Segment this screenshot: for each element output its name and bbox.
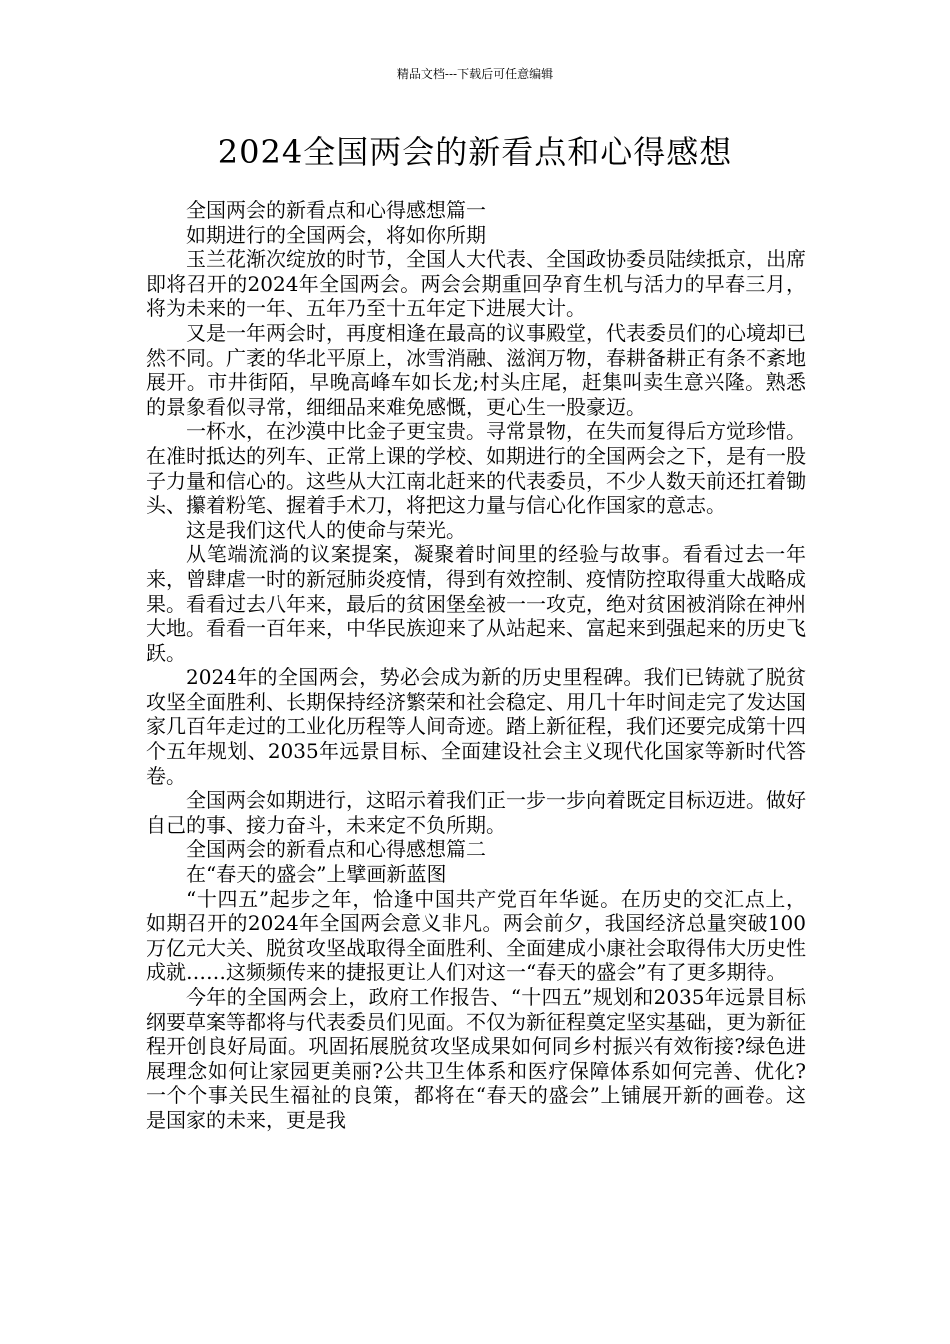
paragraph: 全国两会如期进行，这昭示着我们正一步一步向着既定目标迈进。做好自己的事、接力奋斗，未来定不负所期。: [146, 788, 806, 837]
paragraph: 一杯水，在沙漠中比金子更宝贵。寻常景物，在失而复得后方觉珍惜。在准时抵达的列车、正常上课的学校、如期进行的全国两会之下，是有一股子力量和信心的。这些从大江南北赶来的代表委员，不少人数天前还扛着锄头、攥着粉笔、握着手术刀，将把这力量与信心化作国家的意志。: [146, 419, 806, 518]
document-title: 2024全国两会的新看点和心得感想: [217, 133, 733, 171]
paragraph: 从笔端流淌的议案提案，凝聚着时间里的经验与故事。看看过去一年来，曾肆虐一时的新冠肺炎疫情，得到有效控制、疫情防控取得重大战略成果。看看过去八年来，最后的贫困堡垒被一一攻克，绝对贫困被消除在神州大地。看看一百年来，中华民族迎来了从站起来、富起来到强起来的历史飞跃。: [146, 542, 806, 665]
paragraph: 今年的全国两会上，政府工作报告、“十四五”规划和2035年远景目标纲要草案等都将与代表委员们见面。不仅为新征程奠定坚实基础，更为新征程开创良好局面。巩固拓展脱贫攻坚成果如何同乡村振兴有效衔接?绿色进展理念如何让家园更美丽?公共卫生体系和医疗保障体系如何完善、优化?一个个事关民生福祉的良策，都将在“春天的盛会”上铺展开新的画卷。这是国家的未来，更是我: [146, 985, 806, 1132]
paragraph: “十四五”起步之年，恰逢中国共产党百年华诞。在历史的交汇点上，如期召开的2024年全国两会意义非凡。两会前夕，我国经济总量突破100万亿元大关、脱贫攻坚战取得全面胜利、全面建成小康社会取得伟大历史性成就……这频频传来的捷报更让人们对这一“春天的盛会”有了更多期待。: [146, 886, 806, 985]
paragraph: 2024年的全国两会，势必会成为新的历史里程碑。我们已铸就了脱贫攻坚全面胜利、长期保持经济繁荣和社会稳定、用几十年时间走完了发达国家几百年走过的工业化历程等人间奇迹。踏上新征程，我们还要完成第十四个五年规划、2035年远景目标、全面建设社会主义现代化国家等新时代答卷。: [146, 665, 806, 788]
article-subtitle: 在“春天的盛会”上擘画新蓝图: [186, 862, 447, 887]
paragraph: 又是一年两会时，再度相逢在最高的议事殿堂，代表委员们的心境却已然不同。广袤的华北平原上，冰雪消融、滋润万物，春耕备耕正有条不紊地展开。市井街陌，早晚高峰车如长龙;村头庄尾，赶集叫卖生意兴隆。熟悉的景象看似寻常，细细品来难免感慨，更心生一股豪迈。: [146, 320, 806, 419]
section-heading: 全国两会的新看点和心得感想篇一: [186, 198, 486, 222]
article-subtitle: 如期进行的全国两会，将如你所期: [186, 222, 486, 247]
document-body: [146, 198, 806, 1133]
paragraph: 玉兰花渐次绽放的时节，全国人大代表、全国政协委员陆续抵京，出席即将召开的2024年全国两会。两会会期重回孕育生机与活力的早春三月，将为未来的一年、五年乃至十五年定下进展大计。: [146, 247, 806, 321]
paragraph: 这是我们这代人的使命与荣光。: [186, 517, 466, 542]
section-heading: 全国两会的新看点和心得感想篇二: [186, 837, 486, 862]
page-header: 精品文档---下载后可任意编辑: [396, 67, 554, 81]
